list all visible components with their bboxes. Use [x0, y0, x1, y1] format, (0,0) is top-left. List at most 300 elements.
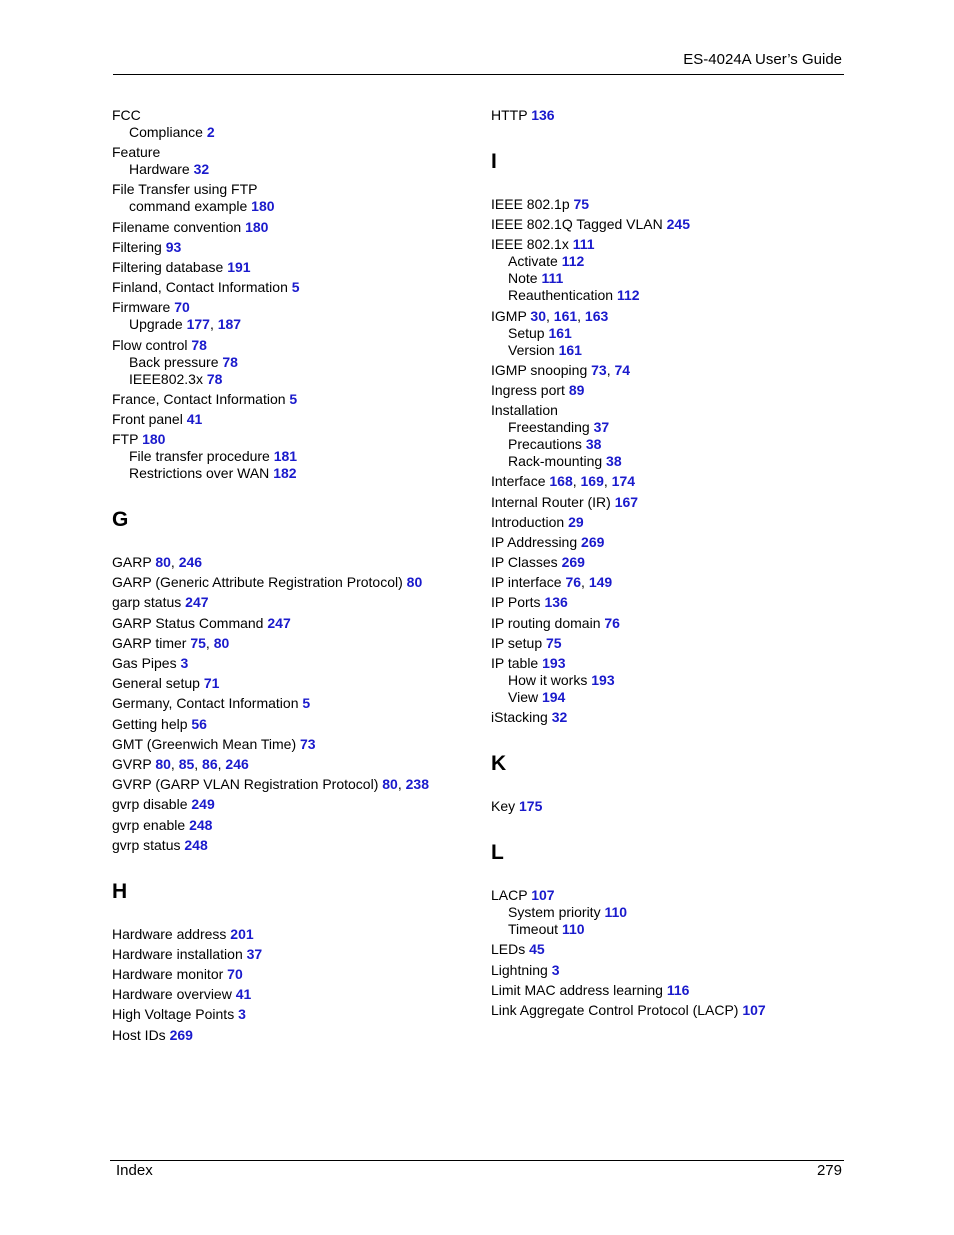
- index-subentry: [112, 354, 472, 371]
- subentry-term: Rack-mounting: [508, 453, 603, 470]
- subentry-term: Reauthentication: [508, 287, 614, 304]
- index-entry-line: [491, 709, 851, 726]
- index-entry-line: [491, 107, 851, 124]
- page-link[interactable]: 110: [561, 921, 585, 938]
- entry-term: GARP (Generic Attribute Registration Protocol): [112, 574, 403, 591]
- index-entry: [112, 946, 472, 963]
- entry-term: GVRP: [112, 755, 152, 772]
- index-entry: [112, 635, 472, 652]
- subentry-term: Version: [508, 341, 555, 358]
- subentry-term: How it works: [508, 672, 588, 688]
- index-entry-line: [491, 554, 851, 571]
- page-link[interactable]: 193: [591, 672, 615, 688]
- entry-term: Hardware installation: [112, 945, 243, 962]
- page-link[interactable]: 110: [604, 904, 628, 921]
- index-entry: [491, 1002, 851, 1019]
- index-entry-line: [491, 216, 851, 233]
- index-subentry: [112, 198, 472, 215]
- page-link[interactable]: 41: [186, 410, 203, 427]
- index-entry: [112, 1006, 472, 1023]
- index-entry: [491, 308, 851, 359]
- page-link[interactable]: 29: [568, 513, 584, 530]
- index-entry: [491, 574, 851, 591]
- index-column-right: [491, 107, 851, 1019]
- entry-term: GVRP (GARP VLAN Registration Protocol): [112, 776, 379, 793]
- subentry-term: command example: [129, 198, 248, 215]
- entry-term: France, Contact Information: [112, 390, 286, 407]
- page-link[interactable]: 78: [206, 370, 223, 387]
- index-entry: [112, 1027, 472, 1044]
- page-link[interactable]: 86: [202, 755, 218, 772]
- page-link[interactable]: 107: [531, 887, 555, 904]
- index-entry: [491, 709, 851, 726]
- page-link[interactable]: 78: [191, 336, 207, 353]
- entry-term: GMT (Greenwich Mean Time): [112, 735, 297, 752]
- index-section: [491, 752, 851, 815]
- page-link[interactable]: 169: [580, 473, 604, 490]
- index-entry-line: [112, 594, 472, 611]
- index-entry-line: [112, 966, 472, 983]
- subentry-term: Precautions: [508, 436, 582, 453]
- section-letter-heading: K: [491, 752, 507, 776]
- entry-term: GARP Status Command: [112, 614, 264, 631]
- page-link[interactable]: 201: [230, 925, 254, 942]
- header-title: ES-4024A User’s Guide: [683, 51, 842, 68]
- page-link[interactable]: 249: [191, 796, 215, 813]
- page-link[interactable]: 73: [300, 735, 316, 752]
- index-entry-line: [491, 362, 851, 379]
- page-link[interactable]: 167: [614, 493, 639, 510]
- entry-term: LEDs: [491, 941, 526, 958]
- entry-term: IEEE 802.1x: [491, 236, 569, 253]
- index-entry-line: [491, 534, 851, 551]
- index-entry-line: [112, 239, 472, 256]
- page-link[interactable]: 80: [382, 776, 398, 793]
- page-link[interactable]: 269: [561, 554, 585, 571]
- page-link[interactable]: 136: [544, 594, 568, 611]
- index-entry-line: [491, 308, 851, 325]
- subentry-term: Activate: [508, 253, 558, 270]
- index-entry: [491, 594, 851, 611]
- page-link[interactable]: 247: [267, 614, 291, 631]
- index-subentry: [491, 689, 851, 706]
- index-entry: [491, 798, 851, 815]
- entry-term: File Transfer using FTP: [112, 181, 258, 198]
- section-letter-heading: I: [491, 150, 497, 173]
- entry-term: Filename convention: [112, 218, 242, 235]
- page-link[interactable]: 245: [666, 216, 690, 233]
- entry-term: General setup: [112, 675, 200, 692]
- index-entry: [112, 796, 472, 813]
- page-link[interactable]: 161: [548, 324, 572, 341]
- entry-term: FTP: [112, 431, 139, 448]
- page-link[interactable]: 73: [591, 361, 607, 378]
- page-link[interactable]: 247: [185, 594, 209, 611]
- page-link[interactable]: 193: [542, 655, 566, 671]
- index-entry-line: [491, 196, 851, 213]
- page-link[interactable]: 76: [604, 614, 620, 631]
- page-link[interactable]: 32: [551, 709, 568, 726]
- index-entry-line: [112, 1027, 472, 1044]
- index-entry-line: [112, 796, 472, 813]
- page-link[interactable]: 75: [546, 634, 562, 651]
- index-subentry: [491, 287, 851, 304]
- entry-term: Front panel: [112, 410, 183, 427]
- entry-term: IP routing domain: [491, 614, 601, 631]
- index-entry-line: [112, 259, 472, 276]
- subentry-term: Back pressure: [129, 353, 219, 370]
- index-entry: [491, 615, 851, 632]
- subentry-term: Compliance: [129, 124, 203, 140]
- entry-term: gvrp disable: [112, 796, 188, 813]
- index-section: [491, 107, 851, 124]
- index-subentry: [491, 436, 851, 453]
- index-entry: [491, 196, 851, 213]
- page-link[interactable]: 112: [561, 253, 585, 270]
- index-subentry: [491, 672, 851, 689]
- page-link[interactable]: 78: [222, 353, 238, 370]
- subentry-term: Freestanding: [508, 419, 590, 436]
- entry-term: GARP timer: [112, 634, 187, 651]
- page-link[interactable]: 85: [178, 755, 195, 772]
- index-entry: [491, 494, 851, 511]
- index-column-left: [112, 107, 472, 1044]
- footer-page-number: 279: [816, 1162, 842, 1179]
- index-entry-line: [491, 962, 851, 979]
- index-entry: [112, 716, 472, 733]
- page-separator: ,: [194, 755, 203, 772]
- page-link[interactable]: 149: [588, 574, 613, 591]
- page-separator: ,: [546, 307, 554, 324]
- header-divider: [113, 74, 844, 75]
- page-link[interactable]: 194: [541, 689, 566, 705]
- index-entry: [112, 144, 472, 178]
- page-link[interactable]: 180: [142, 431, 166, 448]
- index-entry: [491, 514, 851, 531]
- page-link[interactable]: 80: [213, 634, 230, 651]
- page-link[interactable]: 248: [189, 816, 213, 833]
- entry-term: Germany, Contact Information: [112, 695, 299, 712]
- page-link[interactable]: 80: [155, 755, 171, 772]
- index-section: [491, 841, 851, 1019]
- index-entry: [491, 941, 851, 958]
- entry-term: Hardware monitor: [112, 966, 224, 983]
- page-link[interactable]: 70: [227, 966, 243, 983]
- subentry-term: Setup: [508, 324, 545, 341]
- index-entry: [491, 962, 851, 979]
- index-entry: [112, 695, 472, 712]
- index-entry-line: [491, 982, 851, 999]
- entry-term: Gas Pipes: [112, 655, 177, 671]
- page-link[interactable]: 37: [593, 419, 610, 436]
- entry-term: Lightning: [491, 961, 548, 978]
- index-entry-line: [112, 554, 472, 571]
- section-letter-heading: H: [112, 879, 128, 903]
- page-link[interactable]: 248: [184, 836, 208, 853]
- entry-term: Getting help: [112, 715, 188, 732]
- page-link[interactable]: 38: [585, 436, 602, 453]
- page-link[interactable]: 111: [541, 270, 564, 287]
- page-link[interactable]: 116: [666, 981, 690, 998]
- section-letter-heading: L: [491, 841, 504, 865]
- index-entry-line: [491, 473, 851, 490]
- index-entry-line: [112, 837, 472, 854]
- index-entry: [491, 655, 851, 706]
- page-link[interactable]: 80: [155, 554, 171, 571]
- index-entry-line: [112, 756, 472, 773]
- index-entry-line: [112, 946, 472, 963]
- index-subentry: [491, 419, 851, 436]
- page-link[interactable]: 2: [206, 124, 215, 140]
- page-separator: ,: [572, 473, 581, 490]
- subentry-term: View: [508, 689, 539, 705]
- index-entry: [112, 756, 472, 773]
- page-link[interactable]: 269: [581, 533, 605, 550]
- page-link[interactable]: 71: [203, 675, 220, 692]
- index-entry-line: [491, 941, 851, 958]
- index-entry: [112, 817, 472, 834]
- index-entry-line: [112, 615, 472, 632]
- page-link[interactable]: 136: [531, 107, 555, 123]
- page-link[interactable]: 3: [238, 1006, 246, 1023]
- index-subentry: [491, 453, 851, 470]
- entry-term: Filtering: [112, 238, 162, 255]
- page-link[interactable]: 181: [273, 448, 298, 465]
- entry-term: High Voltage Points: [112, 1006, 235, 1023]
- index-entry-line: [491, 382, 851, 399]
- page-link[interactable]: 37: [246, 945, 263, 962]
- index-entry: [491, 236, 851, 304]
- page-link[interactable]: 74: [614, 361, 631, 378]
- index-entry-line: [112, 299, 472, 316]
- index-entry: [491, 362, 851, 379]
- page-link[interactable]: 30: [530, 307, 546, 324]
- page-link[interactable]: 182: [273, 465, 297, 482]
- entry-term: garp status: [112, 594, 182, 611]
- entry-term: IP Ports: [491, 594, 541, 611]
- entry-term: IP interface: [491, 574, 562, 591]
- page-separator: ,: [581, 574, 589, 591]
- page-link[interactable]: 93: [165, 238, 182, 255]
- index-entry-line: [112, 817, 472, 834]
- index-entry-line: [112, 716, 472, 733]
- entry-term: Firmware: [112, 299, 171, 316]
- index-subentry: [491, 342, 851, 359]
- page-link[interactable]: 112: [616, 287, 640, 304]
- subentry-term: Upgrade: [129, 316, 183, 333]
- index-entry-line: [112, 986, 472, 1003]
- page-link[interactable]: 41: [235, 986, 252, 1003]
- entry-term: FCC: [112, 107, 141, 123]
- page-link[interactable]: 180: [251, 198, 275, 215]
- page-link[interactable]: 187: [217, 316, 242, 333]
- index-entry-line: [491, 236, 851, 253]
- index-entry-line: [112, 675, 472, 692]
- index-entry-line: [491, 594, 851, 611]
- index-subentry: [491, 253, 851, 270]
- page-link[interactable]: 70: [174, 299, 190, 316]
- page-link[interactable]: 75: [190, 634, 206, 651]
- index-entry-line: [112, 431, 472, 448]
- entry-term: Installation: [491, 402, 558, 419]
- subentry-term: System priority: [508, 904, 601, 921]
- page-link[interactable]: 89: [568, 381, 585, 398]
- page-separator: ,: [603, 473, 612, 490]
- index-entry: [491, 402, 851, 470]
- index-entry: [112, 736, 472, 753]
- footer-divider: [110, 1160, 844, 1161]
- index-entry-line: [491, 494, 851, 511]
- entry-term: IGMP: [491, 307, 527, 324]
- index-entry: [491, 982, 851, 999]
- entry-term: Finland, Contact Information: [112, 279, 288, 296]
- index-entry-line: [112, 337, 472, 354]
- subentry-term: Restrictions over WAN: [129, 465, 270, 482]
- index-entry-line: [112, 391, 472, 408]
- entry-term: IGMP snooping: [491, 361, 588, 378]
- entry-term: Introduction: [491, 513, 565, 530]
- index-subentry: [491, 904, 851, 921]
- entry-term: Ingress port: [491, 381, 565, 398]
- index-entry-line: [112, 574, 472, 591]
- index-entry: [112, 391, 472, 408]
- index-section: [112, 880, 472, 1044]
- entry-term: Link Aggregate Control Protocol (LACP): [491, 1001, 739, 1018]
- entry-term: gvrp status: [112, 836, 181, 853]
- index-entry: [491, 534, 851, 551]
- index-entry-line: [112, 655, 472, 672]
- entry-term: Hardware overview: [112, 986, 232, 1003]
- index-entry-line: [112, 695, 472, 712]
- page-link[interactable]: 269: [169, 1026, 193, 1043]
- entry-term: IEEE 802.1Q Tagged VLAN: [491, 216, 663, 233]
- index-entry-line: [112, 279, 472, 296]
- page-link[interactable]: 161: [553, 307, 578, 324]
- entry-term: Key: [491, 798, 516, 815]
- entry-term: IP table: [491, 655, 539, 671]
- index-entry: [112, 986, 472, 1003]
- entry-term: IP Classes: [491, 554, 558, 571]
- page-link[interactable]: 107: [742, 1001, 766, 1018]
- page-link[interactable]: 163: [584, 307, 609, 324]
- index-entry: [112, 615, 472, 632]
- page-link[interactable]: 161: [558, 341, 582, 358]
- index-entry: [491, 887, 851, 938]
- page-separator: ,: [606, 361, 615, 378]
- index-subentry: [491, 270, 851, 287]
- index-entry-line: [112, 144, 472, 161]
- index-entry: [491, 382, 851, 399]
- entry-term: Internal Router (IR): [491, 493, 611, 510]
- index-entry-line: [112, 635, 472, 652]
- page-separator: ,: [205, 634, 214, 651]
- index-entry-line: [491, 615, 851, 632]
- entry-term: gvrp enable: [112, 816, 186, 833]
- page-separator: ,: [577, 307, 585, 324]
- page-link[interactable]: 191: [227, 258, 251, 275]
- page-link[interactable]: 76: [565, 574, 582, 591]
- entry-term: HTTP: [491, 107, 528, 123]
- page-link[interactable]: 5: [302, 695, 311, 712]
- index-entry-line: [112, 736, 472, 753]
- page-link[interactable]: 238: [405, 776, 429, 793]
- page-link[interactable]: 5: [291, 279, 300, 296]
- entry-term: IEEE 802.1p: [491, 196, 570, 212]
- subentry-term: Timeout: [508, 921, 559, 938]
- entry-term: Hardware address: [112, 925, 227, 942]
- entry-term: iStacking: [491, 709, 548, 726]
- entry-term: GARP: [112, 554, 152, 571]
- index-entry: [112, 181, 472, 215]
- index-entry: [112, 337, 472, 388]
- index-entry: [112, 259, 472, 276]
- index-entry: [112, 107, 472, 141]
- index-entry: [112, 554, 472, 571]
- page-link[interactable]: 111: [572, 236, 595, 253]
- page-link[interactable]: 168: [549, 473, 573, 490]
- index-subentry: [491, 921, 851, 938]
- subentry-term: Hardware: [129, 161, 190, 178]
- page-link[interactable]: 246: [225, 755, 249, 772]
- page-separator: ,: [170, 755, 179, 772]
- index-entry: [112, 299, 472, 333]
- index-entry-line: [112, 181, 472, 198]
- index-entry-line: [491, 798, 851, 815]
- entry-term: IP setup: [491, 634, 543, 651]
- index-entry: [112, 776, 472, 793]
- subentry-term: IEEE802.3x: [129, 370, 203, 387]
- index-entry-line: [112, 411, 472, 428]
- page-link[interactable]: 177: [186, 316, 210, 333]
- index-entry: [112, 655, 472, 672]
- section-letter-heading: G: [112, 508, 129, 532]
- index-entry-line: [112, 107, 472, 124]
- index-entry-line: [112, 776, 472, 793]
- page-link[interactable]: 56: [191, 715, 207, 732]
- page-separator: ,: [217, 755, 226, 772]
- index-section: [112, 107, 472, 482]
- index-subentry: [112, 465, 472, 482]
- page-separator: ,: [170, 554, 179, 571]
- page-link[interactable]: 75: [573, 196, 590, 212]
- index-entry: [112, 675, 472, 692]
- index-entry: [491, 554, 851, 571]
- page-link[interactable]: 80: [406, 574, 423, 591]
- page-link[interactable]: 38: [606, 453, 622, 470]
- index-entry-line: [491, 1002, 851, 1019]
- page-link[interactable]: 45: [529, 941, 545, 958]
- page-link[interactable]: 5: [289, 390, 298, 407]
- entry-term: Limit MAC address learning: [491, 981, 663, 998]
- entry-term: Filtering database: [112, 258, 224, 275]
- index-entry: [112, 594, 472, 611]
- index-entry-line: [491, 402, 851, 419]
- index-entry-line: [112, 219, 472, 236]
- page-link[interactable]: 180: [245, 218, 269, 235]
- page-link[interactable]: 174: [611, 473, 636, 490]
- page-link[interactable]: 246: [178, 554, 203, 571]
- subentry-term: File transfer procedure: [129, 448, 270, 465]
- index-subentry: [112, 124, 472, 141]
- index-entry: [112, 966, 472, 983]
- index-entry: [112, 219, 472, 236]
- page-link[interactable]: 3: [551, 961, 560, 978]
- page-link[interactable]: 32: [193, 161, 210, 178]
- index-entry-line: [491, 514, 851, 531]
- page-link[interactable]: 175: [519, 798, 543, 815]
- subentry-term: Note: [508, 270, 538, 287]
- page-link[interactable]: 3: [180, 655, 189, 671]
